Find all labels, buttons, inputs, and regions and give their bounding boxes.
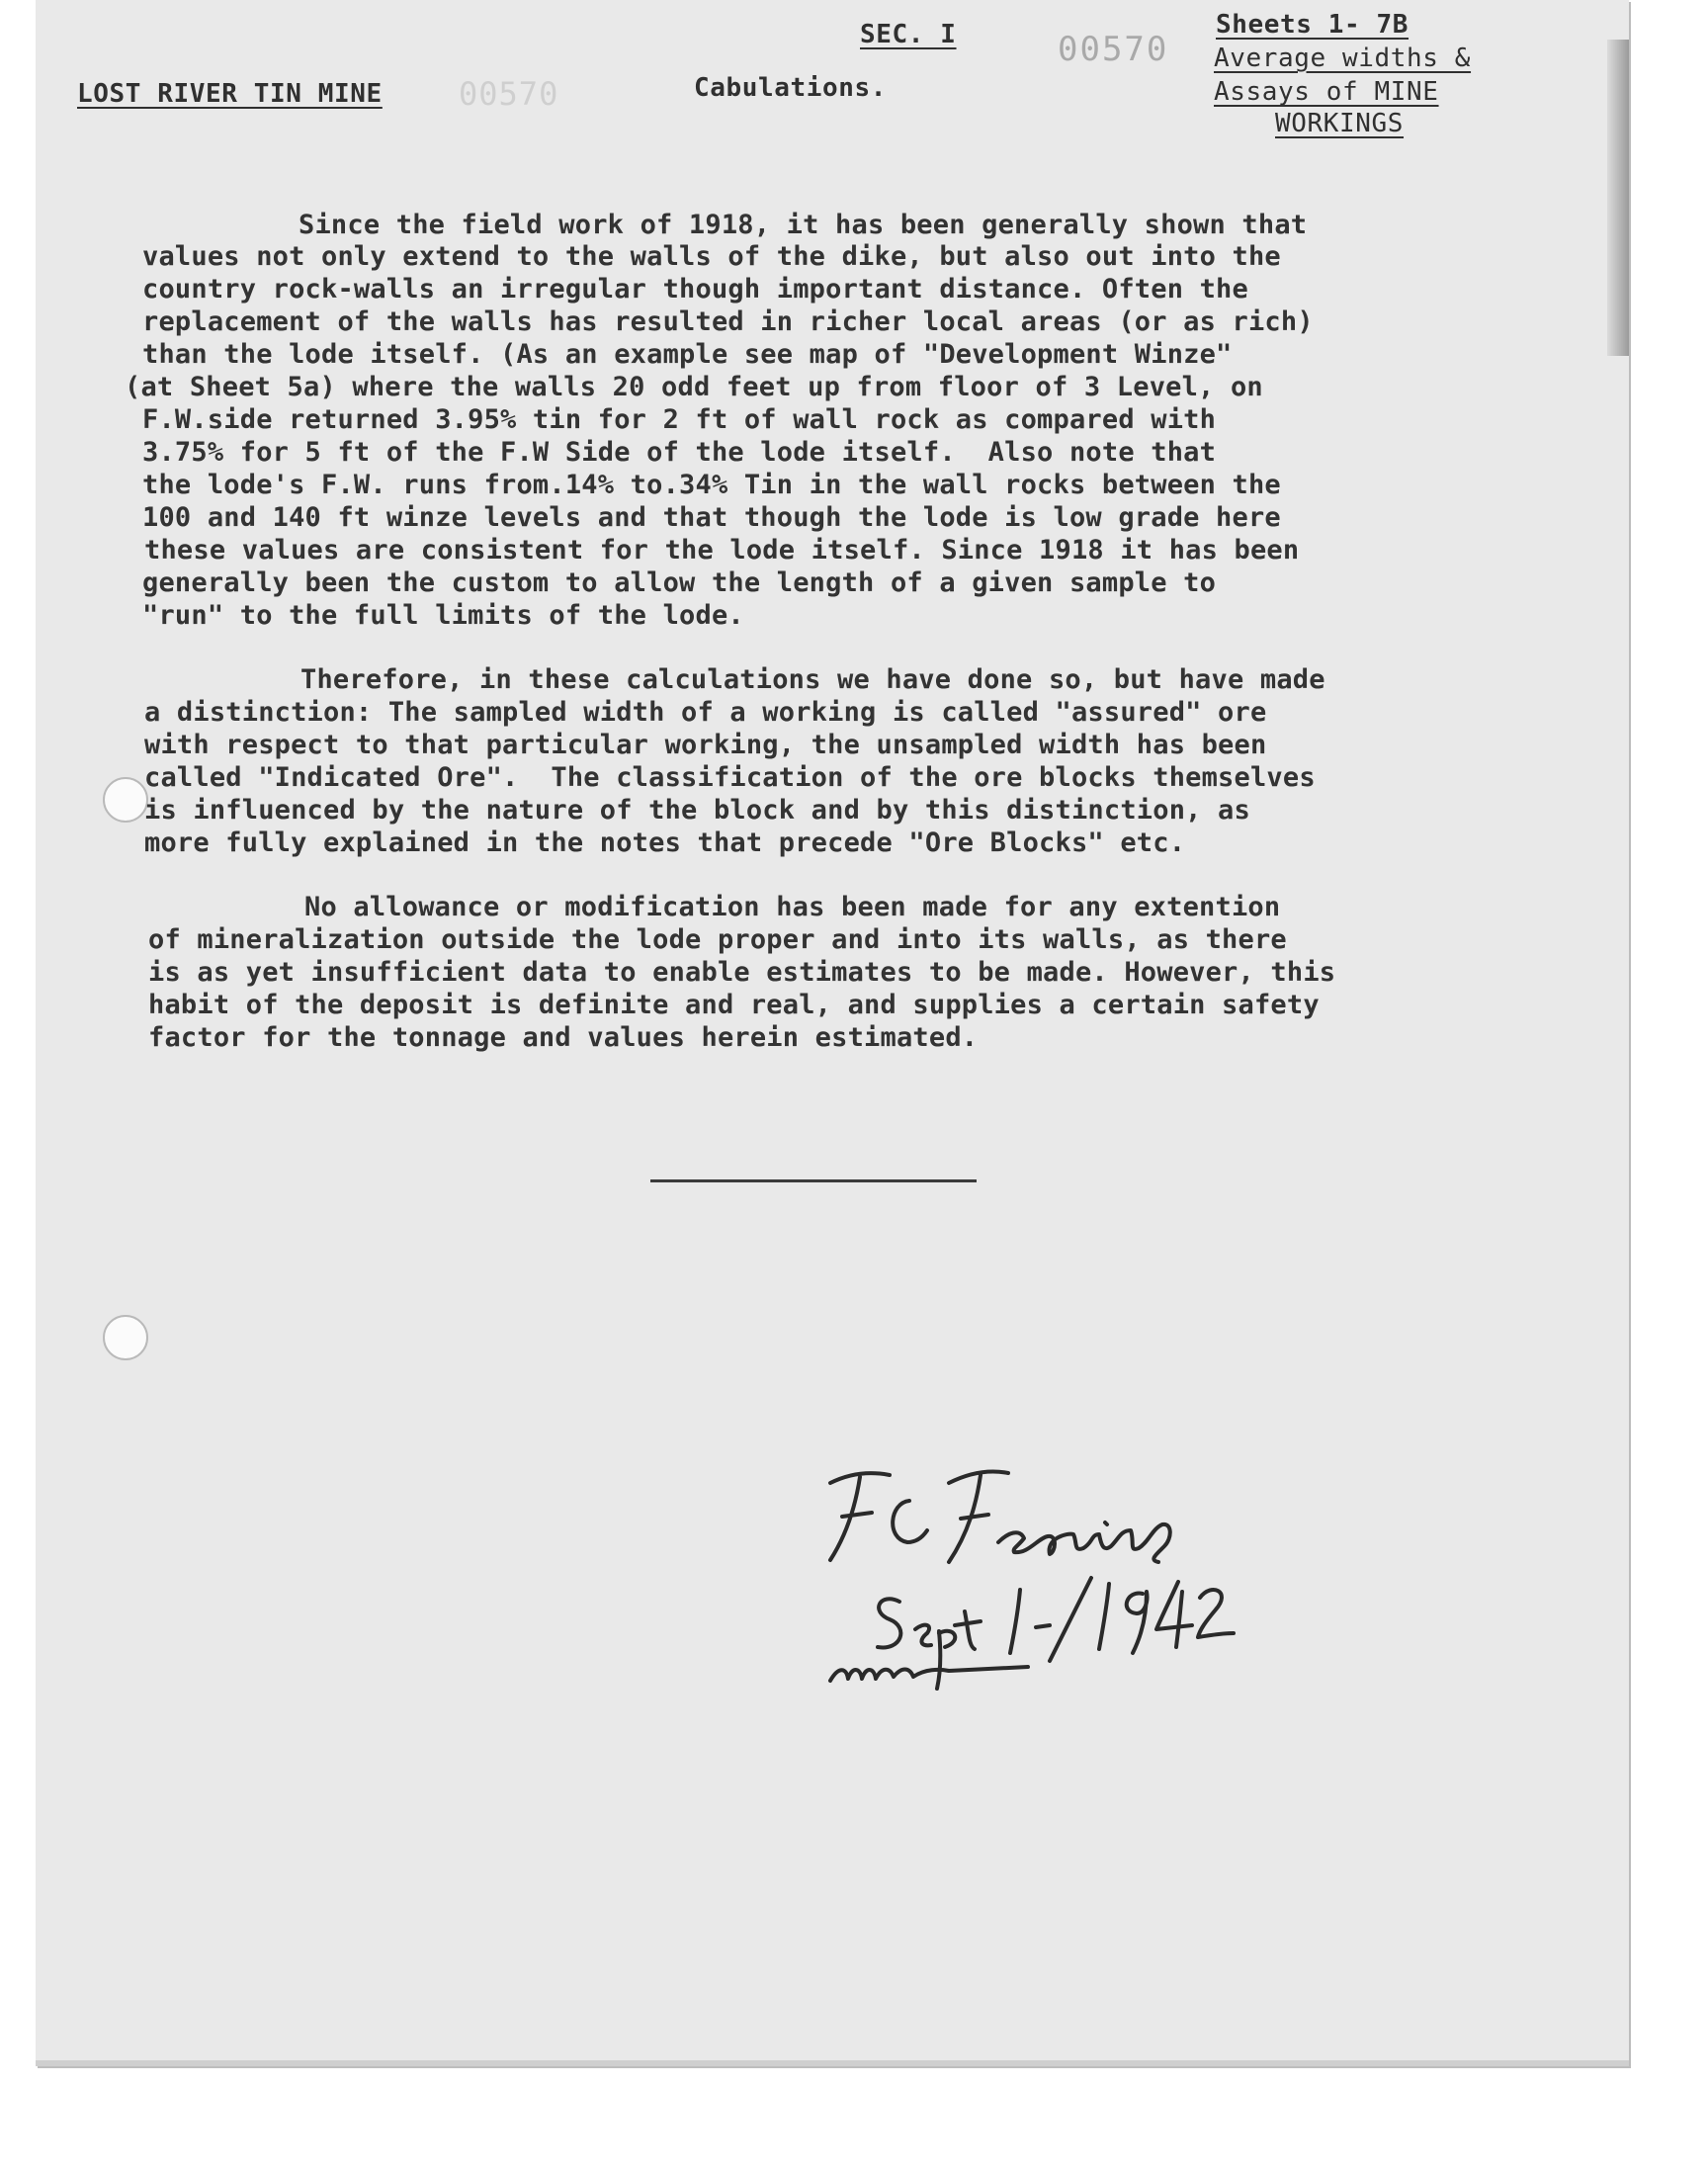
page-title: Cabulations. xyxy=(694,73,888,103)
paragraph-3-line: of mineralization outside the lode proper and into its walls, as there xyxy=(148,924,1287,955)
paragraph-1-line: country rock-walls an irregular though important distance. Often the xyxy=(142,274,1248,304)
paragraph-1-line: these values are consistent for the lode itself. Since 1918 it has been xyxy=(144,535,1300,566)
subject-line-2: Assays of MINE xyxy=(1214,77,1439,107)
page-bottom-edge xyxy=(36,2060,1629,2066)
sheets-reference: Sheets 1- 7B xyxy=(1216,10,1409,40)
paragraph-1-line: Since the field work of 1918, it has been generally shown that xyxy=(299,210,1308,240)
subject-line-1: Average widths & xyxy=(1214,44,1472,73)
paragraph-1-line: the lode's F.W. runs from.14% to.34% Tin in the wall rocks between the xyxy=(142,470,1281,500)
punch-hole-top xyxy=(103,777,148,823)
paragraph-1-line: 100 and 140 ft winze levels and that though the lode is low grade here xyxy=(142,502,1281,533)
paragraph-2-line: more fully explained in the notes that precede "Ore Blocks" etc. xyxy=(144,827,1186,858)
stamp-number: 00570 xyxy=(1058,30,1169,69)
mine-name: LOST RIVER TIN MINE xyxy=(77,79,383,109)
paragraph-1-line: values not only extend to the walls of the dike, but also out into the xyxy=(142,241,1281,272)
paragraph-1-line: generally been the custom to allow the length of a given sample to xyxy=(142,567,1217,598)
paragraph-3-line: is as yet insufficient data to enable estimates to be made. However, this xyxy=(148,957,1336,988)
paragraph-1-line: than the lode itself. (As an example see map of "Development Winze" xyxy=(142,339,1233,370)
handwritten-signature xyxy=(791,1443,1344,1700)
paragraph-2-line: called "Indicated Ore". The classification of the ore blocks themselves xyxy=(144,762,1316,793)
paragraph-1-line: replacement of the walls has resulted in richer local areas (or as rich) xyxy=(142,306,1314,337)
paragraph-2-line: with respect to that particular working, the unsampled width has been xyxy=(144,730,1267,760)
paragraph-2-line: a distinction: The sampled width of a working is called "assured" ore xyxy=(144,697,1267,728)
paragraph-3-line: No allowance or modification has been made for any extention xyxy=(304,892,1281,922)
paragraph-1-line: "run" to the full limits of the lode. xyxy=(142,600,744,631)
paragraph-2-line: is influenced by the nature of the block and by this distinction, as xyxy=(144,795,1250,826)
paragraph-1-line: (at Sheet 5a) where the walls 20 odd feet up from floor of 3 Level, on xyxy=(125,372,1263,402)
faint-stamp-number: 00570 xyxy=(459,75,559,113)
paragraph-1-line: 3.75% for 5 ft of the F.W Side of the lode itself. Also note that xyxy=(142,437,1217,468)
page-edge-shadow xyxy=(1607,40,1629,356)
paragraph-2-line: Therefore, in these calculations we have done so, but have made xyxy=(300,664,1325,695)
separator-rule xyxy=(650,1179,977,1182)
paragraph-1-line: F.W.side returned 3.95% tin for 2 ft of wall rock as compared with xyxy=(142,404,1217,435)
section-label: SEC. I xyxy=(860,20,957,49)
paragraph-3-line: habit of the deposit is definite and real, and supplies a certain safety xyxy=(148,990,1320,1020)
subject-line-3: WORKINGS xyxy=(1275,109,1405,138)
punch-hole-bottom xyxy=(103,1315,148,1360)
paragraph-3-line: factor for the tonnage and values herein estimated. xyxy=(148,1022,979,1053)
